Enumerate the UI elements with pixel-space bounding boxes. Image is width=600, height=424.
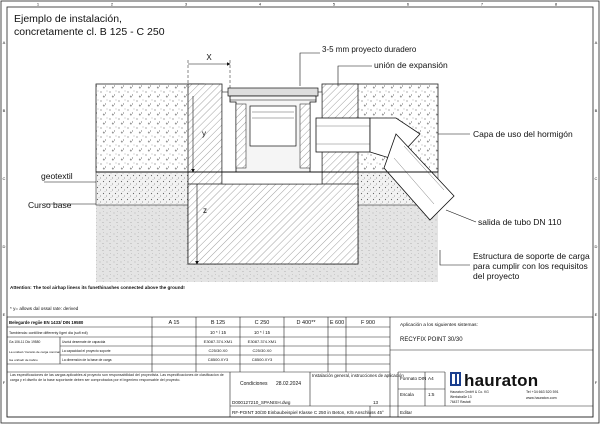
logo-mark: [450, 372, 461, 386]
frame-letter: B: [594, 108, 598, 113]
grating: [228, 88, 318, 96]
row-value: C25/30.X0: [252, 348, 272, 353]
frame-letter: F: [594, 380, 598, 385]
cross-section: [44, 53, 476, 282]
frame-letter: E: [594, 312, 598, 317]
drawing-description: RF-POINT 30/30 Einbaubeispiel Klasse C 250 in Beton, K/5 Anschluss 45°: [232, 410, 384, 415]
row-value: C25/30.X0: [208, 348, 228, 353]
frame-letter: D: [2, 244, 6, 249]
website: www.hauraton.com: [526, 396, 557, 400]
drawing-title-line2: concretamente cl. B 125 - C 250: [14, 26, 165, 38]
row-value: 10 * / 15: [253, 330, 271, 335]
dimension-z-label: z: [203, 206, 207, 215]
frame-letter: F: [2, 380, 6, 385]
class-header-label: Belegarde regiie EN 1433/ DIN 19580: [9, 320, 84, 325]
issue-date: 28.02.2024: [276, 381, 302, 387]
address-line: Hauraton GmbH & Co. KG: [450, 390, 489, 394]
frame-number: 1: [36, 1, 40, 7]
callout-support-2: para cumplir con los requisitos: [473, 261, 588, 271]
load-class: F 900: [360, 320, 376, 326]
file-name: D000127210_SPANISH.dwg: [232, 400, 291, 405]
frame-number: 2: [110, 1, 114, 7]
row-label: La capacidad el proyecto soporte: [62, 349, 111, 353]
frame-letter: B: [2, 108, 6, 113]
frame-top-numbers: [37, 2, 558, 7]
support-concrete-bottom: [188, 184, 358, 264]
address-line: Werkstraße 13: [450, 395, 472, 399]
scale-value: 1:5: [428, 392, 435, 397]
row-label: La dimensión de la base de carga: [62, 358, 112, 362]
load-class: D 400**: [296, 320, 316, 326]
drawing-title-line1: Ejemplo de instalación,: [14, 13, 122, 25]
sheet-number: 13: [373, 400, 379, 405]
product-name: RECYFIX POINT 30/30: [400, 337, 463, 343]
left-label: Ga unihod/ de trafico: [9, 358, 38, 362]
callout-base-course: Curso base: [28, 200, 72, 210]
load-class: C 250: [254, 320, 270, 326]
callout-outlet-pipe: salida de tubo DN 110: [478, 217, 562, 227]
conditions-text-1: Instalación general, instrucciones de aplicación: [312, 373, 404, 378]
conditions-label: Condiciones: [240, 381, 268, 387]
frame-letter: A: [594, 40, 598, 45]
frame-letter: E: [2, 312, 6, 317]
load-class: A 15: [168, 320, 180, 326]
point-drain-body: [228, 88, 318, 172]
load-class: E 600: [329, 320, 345, 326]
edition-label: Editar: [400, 410, 413, 415]
load-class-headers: [168, 320, 375, 326]
row-value: 10 * / 15: [209, 330, 227, 335]
load-class: B 125: [210, 320, 226, 326]
frame-letter: A: [2, 40, 6, 45]
frame-letter: C: [2, 176, 6, 181]
callout-geotextile: geotextil: [41, 171, 73, 181]
phone: Tel +34 663 520 591: [526, 390, 559, 394]
callout-support-1: Estructura de soporte de carga: [473, 251, 590, 261]
frame-number: 6: [406, 1, 410, 7]
attention-note: Attention: The tool airhap liness its funethinashes connected above the ground!: [10, 285, 185, 290]
footnote: * y= allows dal ossal rate: derived: [10, 306, 79, 311]
disclaimer: Las especificaciones de las cargas aplicables al proyecto son responsabilidad del proyectista. Las especificaciones de clasificacion de carga y el diseño de la base soportante deben ser comprobados por el ingeniero responsable del proyecto.: [10, 373, 224, 382]
frame-number: 4: [258, 1, 262, 7]
frame-number: 7: [480, 1, 484, 7]
frame-number: 5: [332, 1, 336, 7]
format-label: Formato DIN: [400, 376, 427, 381]
row-label: Usctul desemate de capacida: [62, 340, 106, 344]
callout-joint-top: 3-5 mm proyecto duradero: [322, 45, 417, 54]
applies-label: Aplicación a los siguientes sistemas:: [400, 323, 478, 328]
dimension-x-label: X: [206, 53, 212, 62]
hauraton-logo: [450, 371, 538, 390]
left-label: La unidad / transito de carga nominal: [9, 350, 60, 354]
row-value: E3087.374.XM1: [247, 339, 277, 344]
left-label: Ga 106-11 Dlo 19580: [9, 340, 41, 344]
row-label: Tambienda: contilline differenty Ilgeri dia (sufl edi): [9, 331, 88, 335]
address-line: 76437 Rastatt: [450, 400, 471, 404]
row-value: E3087.374.XM1: [203, 339, 233, 344]
format-value: A4: [428, 376, 434, 381]
dimension-y-label: y: [202, 129, 206, 138]
brand-wordmark: hauraton: [464, 371, 539, 390]
frame-letter: D: [594, 244, 598, 249]
row-value: C8500.XY3: [251, 357, 273, 362]
callout-concrete-layer: Capa de uso del hormigón: [473, 129, 573, 139]
callout-support-3: del proyecto: [473, 271, 520, 281]
scale-label: Escala: [400, 392, 414, 397]
frame-number: 3: [184, 1, 188, 7]
frame-number: 8: [554, 1, 558, 7]
callout-expansion-joint: unión de expansión: [374, 60, 448, 70]
row-value: C8500.XY3: [207, 357, 229, 362]
frame-letter: C: [594, 176, 598, 181]
